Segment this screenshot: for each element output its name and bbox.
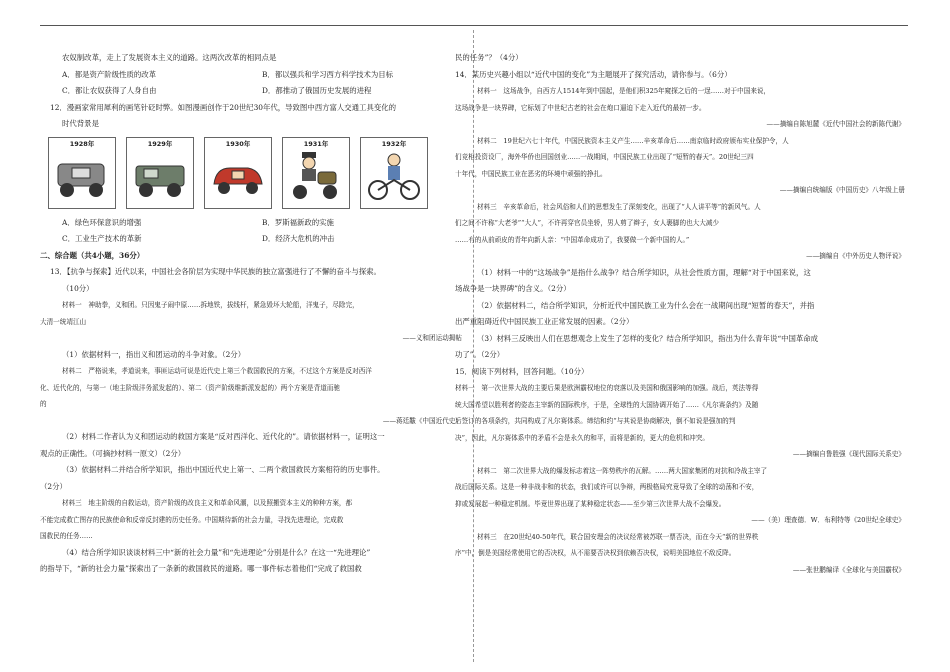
material-1-source: ——摘编自陈旭麓《近代中国社会的新陈代谢》 [766, 120, 905, 128]
year-label: 1931年 [303, 139, 329, 148]
material-2-cont: 们竞相投资设厂，海外华侨也回国创业……一战期间，中国民族工业出现了“短暂的春天”。20世纪三四 [455, 153, 754, 161]
material-1: 材料一 这场战争，自西方人1514年到中国起，是他们积325年窥探之后的一逞……对于中国来说， [477, 87, 771, 95]
header-rule [40, 25, 908, 26]
material-2-source: ——蒋廷黻《中国近代史》 [382, 416, 462, 425]
option-b[interactable]: B．都以强兵和学习西方科学技术为目标 [262, 69, 394, 79]
q11-stem-tail: 农奴制改革，走上了发展资本主义的道路。这两次改革的相同点是 [62, 53, 277, 62]
year-label: 1930年 [225, 139, 251, 148]
q13-2-cont: 观点的正确性。（可摘抄材料一原文）（2分） [40, 448, 186, 458]
material-1-cont: 大清一统靖江山 [40, 317, 87, 326]
material-3-cont: 不能完成救亡图存的民族使命和反帝反封建的历史任务。中国期待新的社会力量，寻找先进理论，完成救 [40, 515, 344, 524]
cartoon-strip [48, 137, 462, 209]
q13-4-cont: 的指导下，“新的社会力量”探索出了一条新的救国救民的道路。哪一事件标志着他们“完成了救国救 [40, 564, 362, 573]
material-4-source: ——摘编自鲁胜强《现代国际关系史》 [792, 450, 905, 458]
q13-stem: 13．【抗争与探索】近代以来，中国社会各阶层为实现中华民族的独立富强进行了不懈的奋斗与探索。 [50, 267, 381, 276]
q13-points: （10分） [62, 283, 94, 293]
q14-2-cont: 出严重阻碍近代中国民族工业正常发展的因素。（2分） [455, 317, 634, 326]
option-c[interactable]: C．工业生产技术的革新 [62, 234, 142, 243]
q14-3-cont: 功了”。（2分） [455, 350, 505, 359]
q14-3: （3）材料三反映出人们在思想观念上发生了怎样的变化？结合所学知识，指出为什么青年说“中国革命成 [477, 333, 819, 343]
material-1-cont: 这场战争是一块界碑，它标划了中世纪古老的社会在炮口逼迫下走入近代的最初一步。 [455, 103, 706, 112]
material-1: 材料一 神助拳，义和团。只因鬼子闹中原……拆地铁，拔线杆，紧急毁坏大轮船，洋鬼子，尽除完， [62, 301, 359, 309]
material-6-source: ——张世鹏编译《全球化与美国霸权》 [792, 565, 905, 574]
limousine-icon [52, 150, 112, 204]
q13-3-cont: （2分） [40, 481, 67, 491]
material-4: 材料一 第一次世界大战的主要后果是欧洲霸权地位的衰落以及美国和俄国影响的加强。战后，英法等得 [455, 384, 759, 392]
material-3-source: ——摘编自《中外历史人物评说》 [806, 252, 905, 260]
q12-stem-2: 时代背景是 [62, 119, 99, 128]
material-5-cont: 战后国际关系。这是一种非战非和的状态，我们或许可以争辩，两极格局究竟导致了全球的动荡和不安， [455, 483, 759, 491]
material-2-cont2: 十年代，中国民族工业在恶劣的环境中顽强的挣扎。 [455, 169, 607, 178]
q12-stem: 12．漫画家常用犀利的画笔针砭时弊。如图漫画创作于20世纪30年代，导致图中西方富人交通工具变化的 [50, 102, 397, 112]
option-c[interactable]: C．都让农奴获得了人身自由 [62, 86, 157, 95]
year-label: 1928年 [69, 139, 95, 148]
material-1-source: ——义和团运动揭帖 [402, 334, 462, 342]
cartoon-1929 [126, 137, 194, 209]
material-3: 材料三 地主阶级的自救运动，资产阶级的改良主义和革命风潮，以及照搬资本主义的种种方案，都 [62, 499, 353, 507]
option-b[interactable]: B．罗斯福新政的实施 [262, 217, 334, 227]
material-4-cont3: 决”，因此，凡尔赛体系中的矛盾不会是永久的和平，而将是新的，更大的危机和冲突。 [455, 433, 709, 442]
cartoon-1928 [48, 137, 116, 209]
q14-1: （1）材料一中的“这场战争”是指什么战争？结合所学知识，从社会性质方面，理解“对于中国来说，这 [477, 267, 811, 277]
option-d[interactable]: D．经济大危机的冲击 [262, 234, 335, 243]
material-3-cont2: 国救民的任务…… [40, 532, 93, 540]
material-4-cont2: 后签订的各项条约，共同构成了凡尔赛体系。缔结和约“与其说是协商解决，倒不如说是强加的判 [455, 417, 736, 425]
q13-1: （1）依据材料一，指出义和团运动的斗争对象。（2分） [62, 349, 246, 359]
section-heading: 二、综合题（共4小题，36分） [40, 250, 145, 260]
q13-2: （2）材料二作者认为义和团运动的救国方案是“反对西洋化、近代化的”。请依据材料一，证明这一 [62, 432, 385, 441]
material-5: 材料二 第二次世界大战的爆发标志着这一阵势秩序的瓦解。……两大国家集团的对抗和冷战主宰了 [477, 466, 768, 475]
left-column [40, 50, 462, 578]
material-2-cont2: 的 [40, 400, 47, 408]
q14-2: （2）依据材料二，结合所学知识，分析近代中国民族工业为什么会在一战期间出现“短暂的春天”，并指 [477, 300, 815, 310]
q15-stem: 15．阅读下列材料，回答问题。（10分） [455, 366, 589, 376]
q11-options-row2 [40, 83, 462, 100]
material-5-cont2: 抑或发展起一种稳定机制。毕竟世界出现了某种稳定状态——至少第三次世界大战不会爆发。 [455, 499, 726, 508]
material-5-source: ——（美）理查德．W．布利特等《20世纪全球史》 [751, 516, 905, 524]
cartoon-1931 [282, 137, 350, 209]
q13-4-tail: 民的任务”？（4分） [455, 53, 523, 62]
option-d[interactable]: D．都推动了俄国历史发展的进程 [262, 86, 372, 95]
q12-options-row2 [40, 231, 462, 248]
material-2: 材料二 19世纪六七十年代，中国民族资本主义产生……辛亥革命后……南京临时政府颁布实业保护令，人 [477, 136, 789, 145]
year-label: 1932年 [381, 139, 407, 148]
option-a[interactable]: A．都是资产阶级性质的改革 [62, 69, 157, 79]
q14-1-cont: 场战争是一块界碑”的含义。（2分） [455, 284, 571, 293]
material-3-cont: 们之间不许称“大老爷”“大人”，不许再穿官员坐轿，男人剪了辫子，女人裹脚的也大大减少 [455, 219, 720, 227]
bicycle-icon [364, 150, 424, 204]
q12-options-row1 [40, 215, 462, 232]
year-label: 1929年 [147, 139, 173, 148]
q14-stem: 14．某历史兴趣小组以“近代中国的变化”为主题展开了探究活动，请你参与。（6分） [455, 69, 732, 79]
right-column [455, 50, 905, 578]
q13-3: （3）依据材料二并结合所学知识，指出中国近代史上第一、二两个救国救民方案相符的历史事件。 [62, 465, 385, 474]
material-6: 材料三 在20世纪40-50年代，联合国安理会的决议经常被苏联一票否决，而在今天“新的世界秩 [477, 532, 759, 541]
cartoon-1932 [360, 137, 428, 209]
option-a[interactable]: A．绿色环保意识的增强 [62, 217, 142, 227]
small-car-icon [208, 150, 268, 204]
sedan-icon [130, 150, 190, 204]
material-6-cont: 序”中，倒是美国经常使用它的否决权，从不需要否决权到依赖否决权，说明美国地位不敌反降。 [455, 549, 736, 557]
material-2-source: ——摘编自统编版《中国历史》八年级上册 [779, 186, 905, 194]
q11-options-row1 [40, 67, 462, 84]
cartoon-1930 [204, 137, 272, 209]
q13-4: （4）结合所学知识谈谈材料三中“新的社会力量”和“先进理论”分别是什么？在这一“先进理论” [62, 547, 371, 557]
material-2: 材料二 严格说来，孝道说来，事匪运动可说是近代史上第三个救国救民的方案，不过这个方案是反对西洋 [62, 367, 372, 375]
material-2-cont: 化、近代化的，与第一（地主阶级洋务派发起的）、第二（资产阶级维新派发起的）两个方案是背道而驰 [40, 383, 341, 392]
material-4-cont: 统大国希望以胜利者的姿态主宰新的国际秩序，于是，全球性的大国协调开始了……《凡尔赛条约》及随 [455, 400, 759, 409]
motorcycle-sidecar-icon [286, 150, 346, 204]
material-3: 材料三 辛亥革命后，社会风俗和人们的思想发生了深刻变化，出现了“人人讲平等”的新风气。人 [477, 202, 761, 211]
material-3-cont2: ……有的从前顽皮的青年向新人亲：“中国革命成功了，我要做一个新中国的人。” [455, 235, 690, 244]
